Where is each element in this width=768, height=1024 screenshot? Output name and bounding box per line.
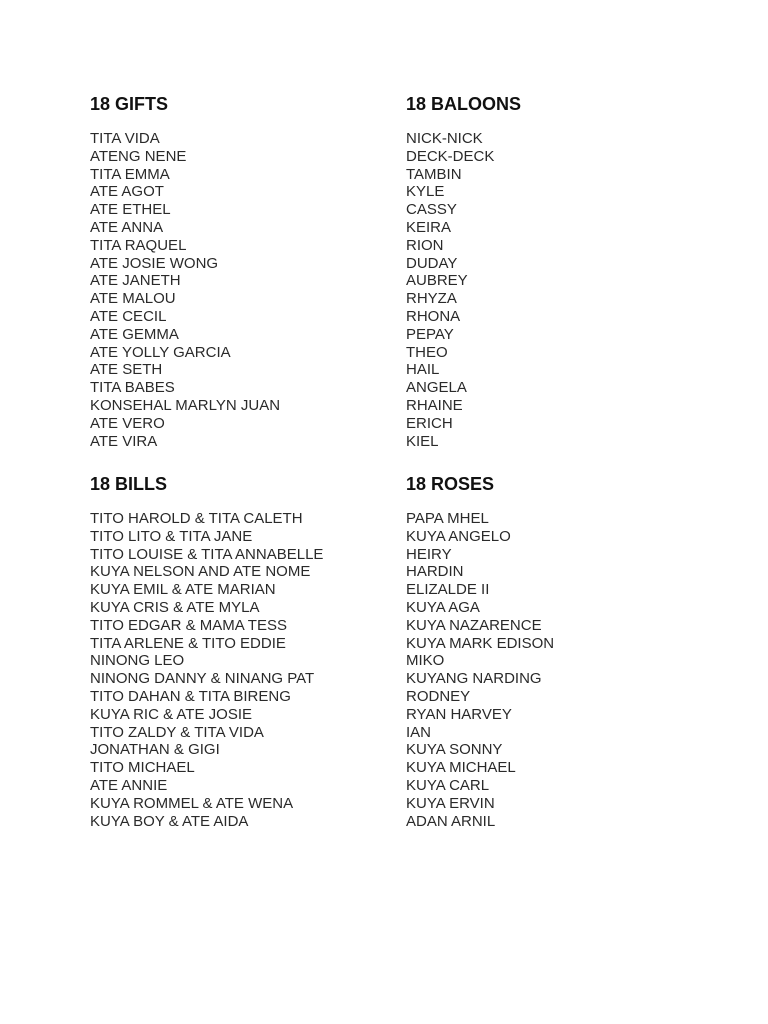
list-item: TITO DAHAN & TITA BIRENG [90,687,291,705]
list-item: CASSY [406,201,457,219]
list-item: ELIZALDE II [406,581,490,599]
list-item: TITA EMMA [90,165,170,183]
list-item: KUYANG NARDING [406,670,542,688]
list-item: ATE AGOT [90,183,164,201]
list-item: KUYA CARL [406,776,490,794]
list-item: TITA BABES [90,379,175,397]
list-item: KUYA NAZARENCE [406,616,542,634]
list-item: RHYZA [406,290,457,308]
list-item: KIEL [406,432,439,450]
list-item: ATENG NENE [90,147,187,165]
list-item: ADAN ARNIL [406,812,496,830]
list-item: KUYA MARK EDISON [406,634,555,652]
list-item: ATE ETHEL [90,201,171,219]
list-item: KUYA AGA [406,598,480,616]
section-title-baloons: 18 BALOONS [406,94,522,114]
list-item: ATE MALOU [90,290,176,308]
list-item: ANGELA [406,379,467,397]
list-item: ATE CECIL [90,307,167,325]
list-item: TITO MICHAEL [90,759,195,777]
list-item: ERICH [406,414,453,432]
list-item: KUYA MICHAEL [406,759,516,777]
list-item: TITO HAROLD & TITA CALETH [90,510,303,527]
list-item: KUYA EMIL & ATE MARIAN [90,581,276,599]
list-item: KUYA CRIS & ATE MYLA [90,598,260,616]
list-item: ATE ANNIE [90,776,168,794]
list-item: KYLE [406,183,445,201]
list-item: ATE VERO [90,414,165,432]
section-18-roses [406,472,706,830]
list-item: ATE JOSIE WONG [90,254,219,272]
list-item: KUYA RIC & ATE JOSIE [90,705,252,723]
list-item: RODNEY [406,687,471,705]
list-item: ATE GEMMA [90,325,179,343]
name-list-bills [90,510,390,830]
list-item: TITO LITO & TITA JANE [90,527,253,545]
list-item: ATE YOLLY GARCIA [90,343,231,361]
list-item: TITO LOUISE & TITA ANNABELLE [90,545,324,563]
list-item: KUYA ROMMEL & ATE WENA [90,794,294,812]
list-item: DUDAY [406,254,458,272]
list-item: KUYA SONNY [406,741,503,759]
name-list-baloons [406,130,706,450]
name-list-roses [406,510,706,830]
list-item: NICK-NICK [406,130,483,147]
list-item: RION [406,236,444,254]
list-item: TITA VIDA [90,130,160,147]
section-18-bills [90,472,390,830]
section-title-bills: 18 BILLS [90,474,168,494]
list-item: MIKO [406,652,445,670]
list-item: KONSEHAL MARLYN JUAN [90,396,281,414]
name-list-gifts [90,130,390,450]
list-item: JONATHAN & GIGI [90,741,220,759]
list-item: NINONG LEO [90,652,185,670]
list-item: TITA ARLENE & TITO EDDIE [90,634,286,652]
list-item: TITO ZALDY & TITA VIDA [90,723,264,741]
list-item: RHAINE [406,396,463,414]
section-title-roses: 18 ROSES [406,474,495,494]
list-item: TITA RAQUEL [90,236,187,254]
list-item: HEIRY [406,545,452,563]
list-item: KUYA NELSON AND ATE NOME [90,563,311,581]
list-item: NINONG DANNY & NINANG PAT [90,670,315,688]
list-item: ATE ANNA [90,218,164,236]
list-item: HARDIN [406,563,464,581]
list-item: HAIL [406,361,440,379]
list-item: KUYA ANGELO [406,527,511,545]
list-item: RYAN HARVEY [406,705,512,723]
section-title-gifts: 18 GIFTS [90,94,169,114]
list-item: DECK-DECK [406,147,495,165]
list-item: TAMBIN [406,165,462,183]
list-item: PEPAY [406,325,454,343]
list-item: TITO EDGAR & MAMA TESS [90,616,287,634]
list-item: KUYA ERVIN [406,794,495,812]
list-item: THEO [406,343,448,361]
section-18-gifts [90,92,390,450]
list-item: ATE SETH [90,361,163,379]
section-18-baloons [406,92,706,450]
list-item: ATE JANETH [90,272,181,290]
list-item: ATE VIRA [90,432,158,450]
list-item: KUYA BOY & ATE AIDA [90,812,249,830]
list-item: KEIRA [406,218,452,236]
list-item: PAPA MHEL [406,510,489,527]
list-item: RHONA [406,307,461,325]
list-item: AUBREY [406,272,468,290]
list-item: IAN [406,723,432,741]
